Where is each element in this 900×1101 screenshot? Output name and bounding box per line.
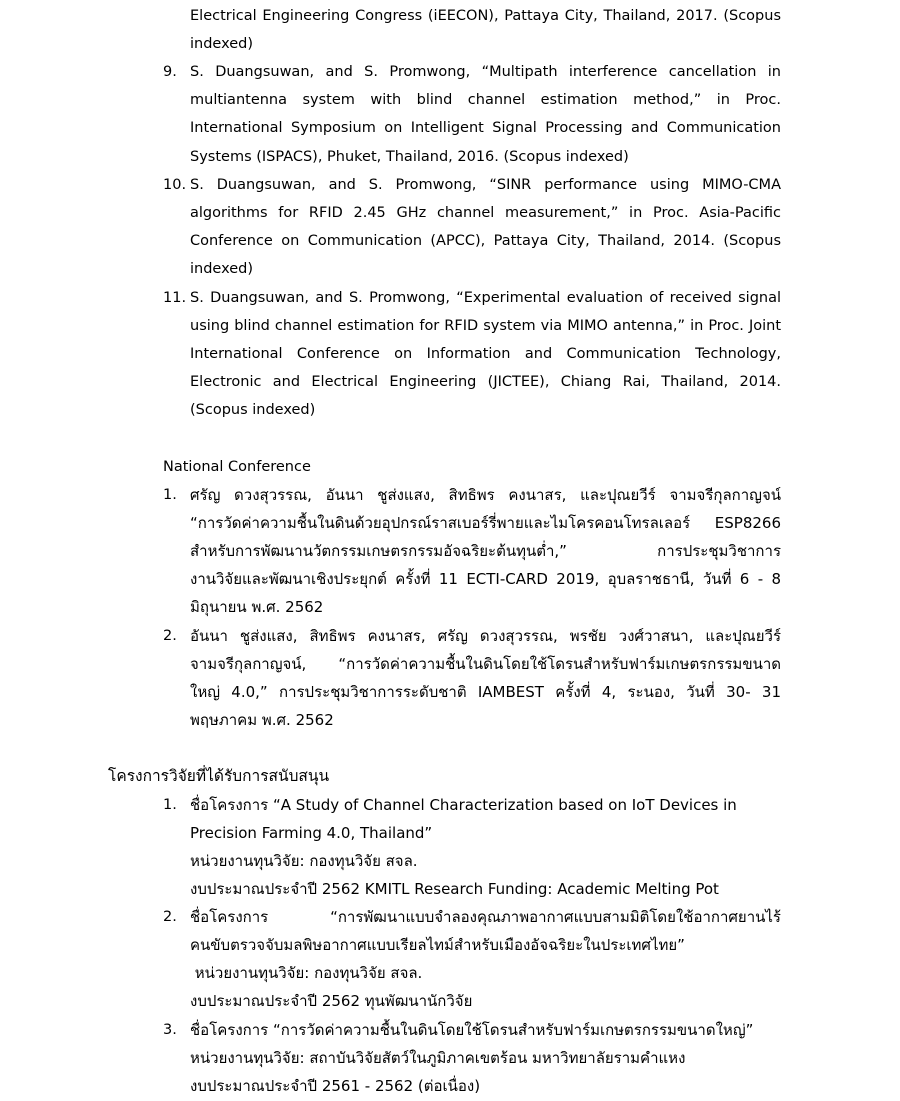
- reference-line: indexed): [190, 36, 254, 52]
- list-item-number: 1.: [163, 797, 177, 813]
- list-item-number: 2.: [163, 909, 177, 925]
- project-line: หน่วยงานทุนวิจัย: สถาบันวิจัยสัตว์ในภูมิภาคเขตร้อน มหาวิทยาลัยรามคำแหง: [190, 1049, 686, 1067]
- list-item-number: 3.: [163, 1022, 177, 1038]
- list-item-number: 1.: [163, 487, 177, 503]
- reference-line: S. Duangsuwan, and S. Promwong, “Experimental evaluation of received signal: [190, 290, 781, 306]
- project-line: หน่วยงานทุนวิจัย: กองทุนวิจัย สจล.: [190, 852, 418, 870]
- list-item-number: 11.: [163, 290, 187, 306]
- list-item-number: 10.: [163, 177, 187, 193]
- project-line: ชื่อโครงการ “การวัดค่าความชื้นในดินโดยใช้โดรนสำหรับฟาร์มเกษตรกรรมขนาดใหญ่”: [190, 1021, 754, 1039]
- list-item-number: 2.: [163, 628, 177, 644]
- project-line: ชื่อโครงการ “การพัฒนาแบบจำลองคุณภาพอากาศแบบสามมิติโดยใช้อากาศยานไร้: [190, 908, 781, 926]
- reference-line: International Conference on Information and Communication Technology,: [190, 346, 781, 362]
- reference-line: using blind channel estimation for RFID system via MIMO antenna,” in Proc. Joint: [190, 318, 781, 334]
- reference-line: S. Duangsuwan, and S. Promwong, “SINR performance using MIMO-CMA: [190, 177, 781, 193]
- reference-line: จามจรีกุลกาญจน์, “การวัดค่าความชื้นในดินโดยใช้โดรนสำหรับฟาร์มเกษตรกรรมขนาด: [190, 655, 781, 673]
- reference-line: สำหรับการพัฒนานวัตกรรมเกษตรกรรมอัจฉริยะต้นทุนต่ำ,” การประชุมวิชาการ: [190, 542, 781, 560]
- reference-line: multiantenna system with blind channel estimation method,” in Proc.: [190, 92, 781, 108]
- reference-line: Electrical Engineering Congress (iEECON), Pattaya City, Thailand, 2017. (Scopus: [190, 8, 781, 24]
- reference-line: indexed): [190, 261, 254, 277]
- project-line: Precision Farming 4.0, Thailand”: [190, 824, 433, 842]
- reference-line: S. Duangsuwan, and S. Promwong, “Multipath interference cancellation in: [190, 64, 781, 80]
- list-item-number: 9.: [163, 64, 177, 80]
- reference-line: Electronic and Electrical Engineering (JICTEE), Chiang Rai, Thailand, 2014.: [190, 374, 781, 390]
- reference-line: Systems (ISPACS), Phuket, Thailand, 2016. (Scopus indexed): [190, 149, 629, 165]
- section-heading: โครงการวิจัยที่ได้รับการสนับสนุน: [108, 767, 330, 785]
- reference-line: ใหญ่ 4.0,” การประชุมวิชาการระดับชาติ IAMBEST ครั้งที่ 4, ระนอง, วันที่ 30- 31: [190, 683, 781, 701]
- reference-line: อันนา ชูส่งแสง, สิทธิพร คงนาสร, ศรัญ ดวงสุวรรณ, พรชัย วงศ์วาสนา, และปุณยวีร์: [190, 627, 781, 645]
- reference-line: ศรัญ ดวงสุวรรณ, อันนา ชูส่งแสง, สิทธิพร คงนาสร, และปุณยวีร์ จามจรีกุลกาญจน์: [190, 486, 781, 504]
- reference-line: “การวัดค่าความชื้นในดินด้วยอุปกรณ์ราสเบอร์รี่พายและไมโครคอนโทรลเลอร์ ESP8266: [190, 514, 781, 532]
- project-line: ชื่อโครงการ “A Study of Channel Characterization based on IoT Devices in: [190, 796, 737, 814]
- reference-line: (Scopus indexed): [190, 402, 316, 418]
- reference-line: Conference on Communication (APCC), Pattaya City, Thailand, 2014. (Scopus: [190, 233, 781, 249]
- reference-line: งานวิจัยและพัฒนาเชิงประยุกต์ ครั้งที่ 11 ECTI-CARD 2019, อุบลราชธานี, วันที่ 6 - 8: [190, 570, 781, 588]
- project-line: งบประมาณประจำปี 2562 KMITL Research Funding: Academic Melting Pot: [190, 880, 719, 898]
- reference-line: algorithms for RFID 2.45 GHz channel measurement,” in Proc. Asia-Pacific: [190, 205, 781, 221]
- reference-line: มิถุนายน พ.ศ. 2562: [190, 598, 324, 616]
- project-line: งบประมาณประจำปี 2562 ทุนพัฒนานักวิจัย: [190, 992, 473, 1010]
- project-line: หน่วยงานทุนวิจัย: กองทุนวิจัย สจล.: [190, 964, 423, 982]
- reference-line: International Symposium on Intelligent Signal Processing and Communication: [190, 120, 781, 136]
- project-line: งบประมาณประจำปี 2561 - 2562 (ต่อเนื่อง): [190, 1077, 481, 1095]
- reference-line: พฤษภาคม พ.ศ. 2562: [190, 711, 334, 729]
- project-line: คนขับตรวจจับมลพิษอากาศแบบเรียลไทม์สำหรับเมืองอัจฉริยะในประเทศไทย”: [190, 936, 685, 954]
- section-heading: National Conference: [163, 459, 311, 475]
